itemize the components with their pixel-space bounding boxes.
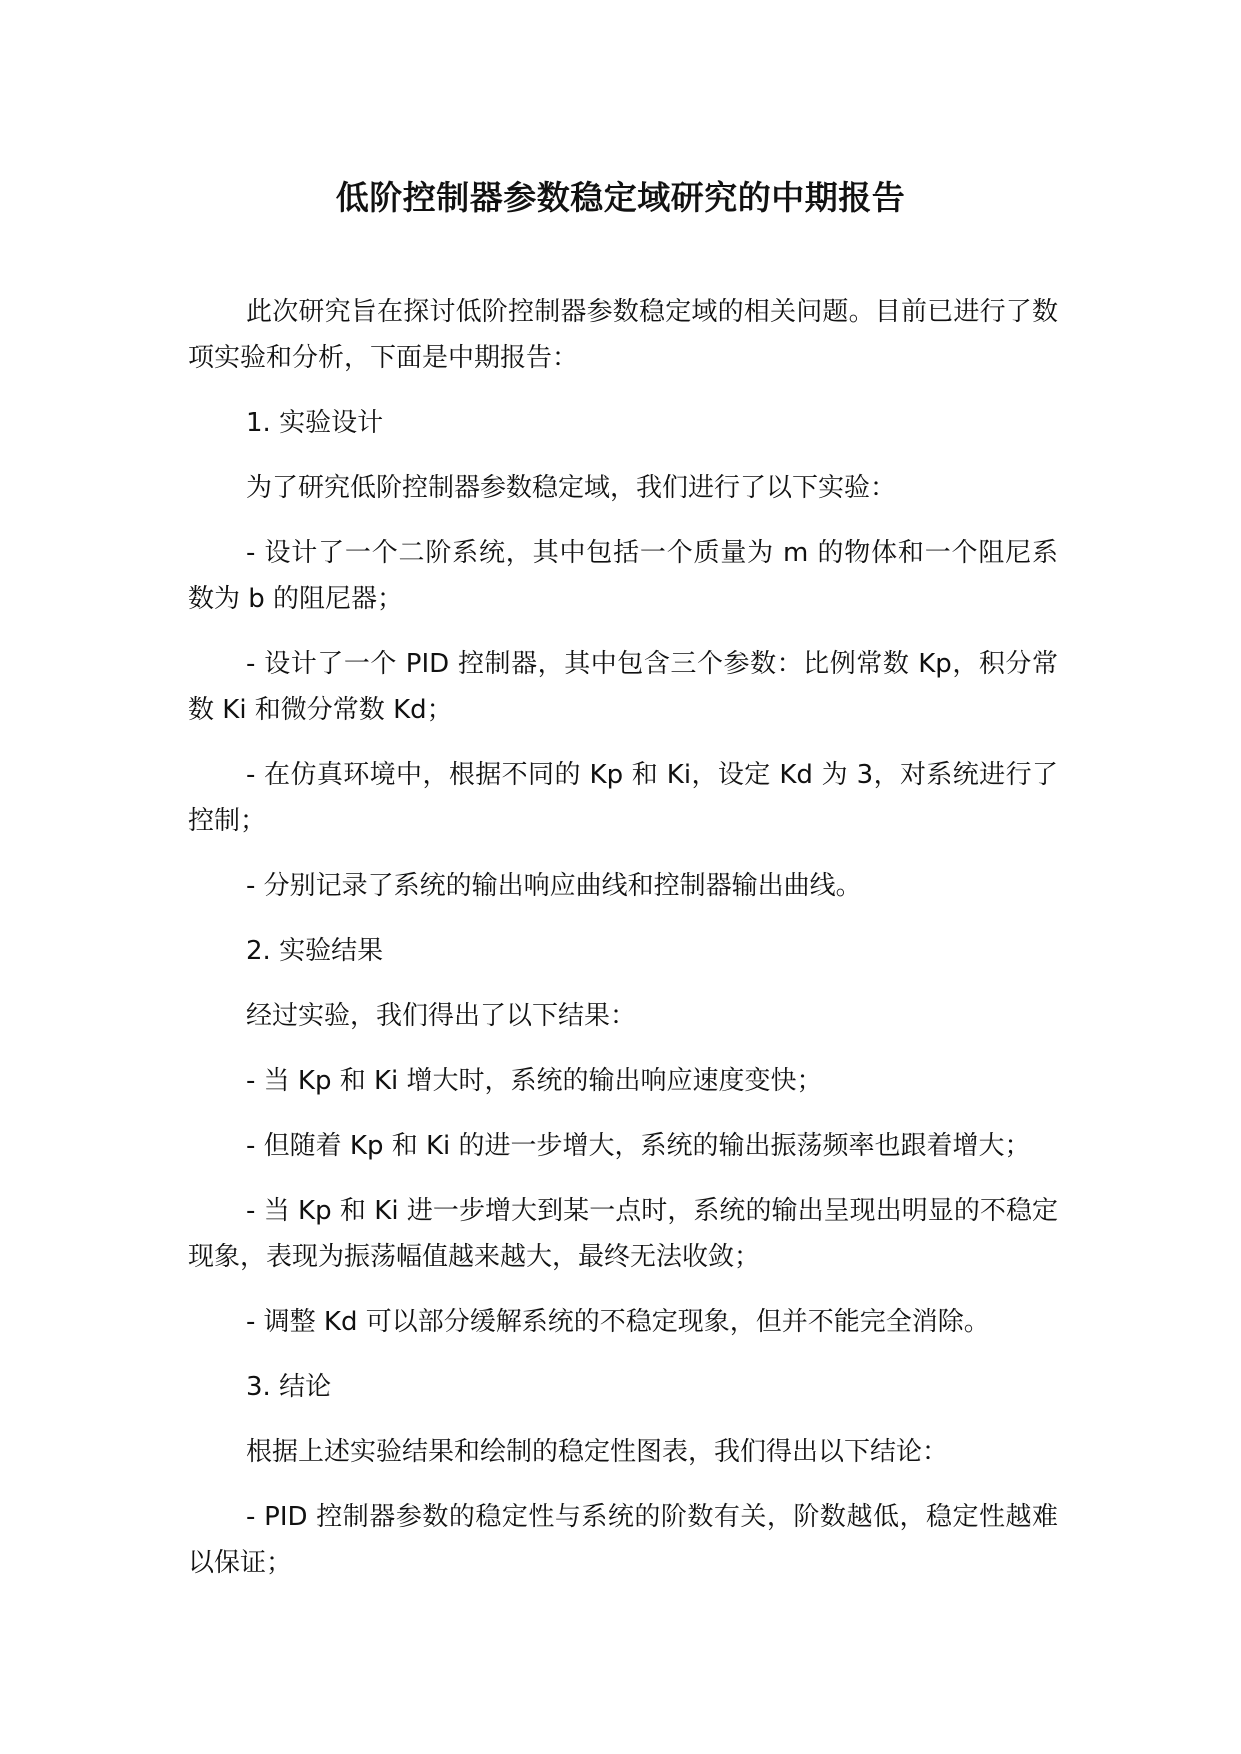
paragraph: 根据上述实验结果和绘制的稳定性图表，我们得出以下结论： (246, 1437, 949, 1467)
list-item: - 设计了一个 PID 控制器，其中包含三个参数：比例常数 Kp，积分常数 Ki 和微分常数 Kd； (188, 649, 1058, 725)
list-item: - 当 Kp 和 Ki 进一步增大到某一点时，系统的输出呈现出明显的不稳定现象，表现为振荡幅值越来越大，最终无法收敛； (188, 1196, 1058, 1272)
section-heading-conclusion: 3. 结论 (246, 1372, 332, 1402)
list-item: - 当 Kp 和 Ki 增大时，系统的输出响应速度变快； (246, 1066, 823, 1096)
section-heading-experiment-design: 1. 实验设计 (246, 408, 384, 438)
intro-paragraph: 此次研究旨在探讨低阶控制器参数稳定域的相关问题。目前已进行了数项实验和分析，下面是中期报告： (188, 297, 1058, 373)
document-body (188, 289, 1058, 1605)
list-item: - 但随着 Kp 和 Ki 的进一步增大，系统的输出振荡频率也跟着增大； (246, 1131, 1031, 1161)
paragraph: 经过实验，我们得出了以下结果： (246, 1001, 637, 1031)
section-heading-experiment-results: 2. 实验结果 (246, 936, 384, 966)
list-item: - 在仿真环境中，根据不同的 Kp 和 Ki，设定 Kd 为 3，对系统进行了控制； (188, 760, 1058, 836)
list-item: - PID 控制器参数的稳定性与系统的阶数有关，阶数越低，稳定性越难以保证； (188, 1502, 1058, 1578)
list-item: - 分别记录了系统的输出响应曲线和控制器输出曲线。 (246, 871, 862, 901)
list-item: - 调整 Kd 可以部分缓解系统的不稳定现象，但并不能完全消除。 (246, 1307, 990, 1337)
paragraph: 为了研究低阶控制器参数稳定域，我们进行了以下实验： (246, 473, 897, 503)
list-item: - 设计了一个二阶系统，其中包括一个质量为 m 的物体和一个阻尼系数为 b 的阻尼器； (188, 538, 1058, 614)
document-title: 低阶控制器参数稳定域研究的中期报告 (335, 178, 906, 217)
